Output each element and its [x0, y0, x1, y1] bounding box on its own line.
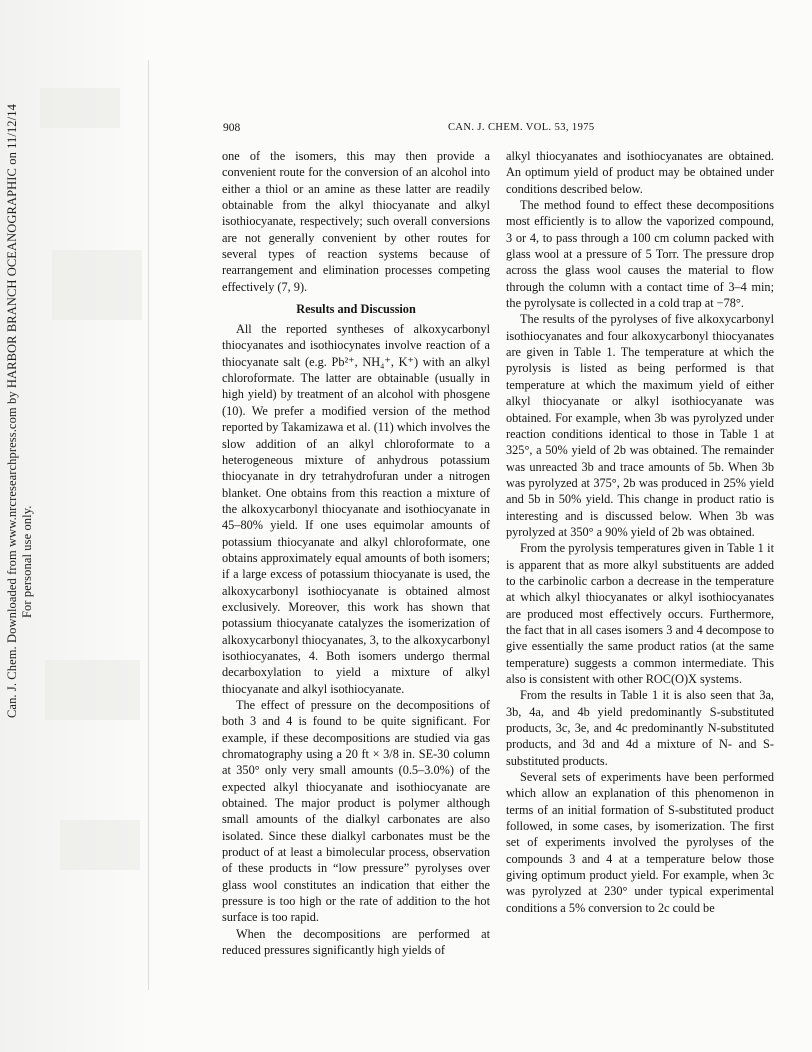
- paragraph: All the reported syntheses of alkoxycarbonyl thiocyanates and isothiocynates involve reaction of a thiocyanate salt (e.g. Pb²⁺, NH₄⁺, K⁺) with an alkyl chloroformate. The latter are obtainable (usually in high yield) by treatment of an alcohol with phosgene (10). We prefer a modified version of the method reported by Takamizawa et al. (11) which involves the slow addition of an alkyl chloroformate to a heterogeneous mixture of anhydrous potassium thiocyanate in dry tetrahydrofuran under a nitrogen blanket. One obtains from this reaction a mixture of the alkoxycarbonyl thiocyanate and isothiocyanate in 45–80% yield. If one uses equimolar amounts of potassium thiocyanate and alkyl chloroformate, one obtains approximately equal amounts of both isomers; if a large excess of potassium thiocyanate is used, the alkoxycarbonyl isothiocyanate is obtained almost exclusively. Moreover, this work has shown that potassium thiocyanate catalyzes the isomerization of alkoxycarbonyl thiocyanates, 3, to the alkoxycarbonyl isothiocyanates, 4. Both isomers undergo thermal decarboxylation to yield a mixture of alkyl thiocyanate and alkyl isothiocyanate.: [222, 322, 490, 696]
- left-column: [222, 148, 490, 959]
- paragraph: one of the isomers, this may then provide a convenient route for the conversion of an alcohol into either a thiol or an amine as these latter are readily obtainable from the alkyl thiocyanate and alkyl isothiocyanate, respectively; such overall conversions are not generally convenient by other routes for several types of reaction systems because of rearrangement and elimination processes competing effectively (7, 9).: [222, 149, 490, 294]
- scan-smudge: [45, 660, 140, 720]
- paragraph: Several sets of experiments have been performed which allow an explanation of this phenomenon in terms of an initial formation of S-substituted product followed, in some cases, by isomerization. The first set of experiments involved the pyrolyses of the compounds 3 and 4 at a temperature below those giving optimum product yield. For example, when 3c was pyrolyzed at 230° under typical experimental conditions a 5% conversion to 2c could be: [506, 770, 774, 915]
- personal-use-notice: For personal use only.: [20, 505, 34, 618]
- paragraph: From the pyrolysis temperatures given in Table 1 it is apparent that as more alkyl substituents are added to the carbinolic carbon a decrease in the temperature at which alkyl thiocyanates or alkyl isothiocyanates are produced most effectively occurs. Furthermore, the fact that in all cases isomers 3 and 4 decompose to give essentially the same product ratios (at the same temperature) suggests a common intermediate. This also is consistent with other ROC(O)X systems.: [506, 541, 774, 686]
- page-number: 908: [223, 122, 241, 134]
- paragraph: The results of the pyrolyses of five alkoxycarbonyl isothiocyanates and four alkoxycarbonyl thiocyanates are given in Table 1. The temperature at which the pyrolysis is listed as being performed is that temperature at which the maximum yield of either alkyl thiocyanate or alkyl isothiocyanate was obtained. For example, when 3b was pyrolyzed under reaction conditions identical to those in Table 1 at 325°, a 50% yield of 2b was obtained. The remainder was unreacted 3b and trace amounts of 5b. When 3b was pyrolyzed at 375°, 2b was produced in 25% yield and 5b in 50% yield. This change in product ratio is interesting and is discussed below. When 3b was pyrolyzed at 350° a 90% yield of 2b was obtained.: [506, 312, 774, 539]
- paragraph: alkyl thiocyanates and isothiocyanates are obtained. An optimum yield of product may be obtained under conditions described below.: [506, 149, 774, 196]
- paragraph: The method found to effect these decompositions most efficiently is to allow the vaporized compound, 3 or 4, to pass through a 100 cm column packed with glass wool at a pressure of 5 Torr. The pressure drop across the glass wool causes the material to flow through the column with a contact time of 3–4 min; the pyrolysate is collected in a cold trap at −78°.: [506, 198, 774, 311]
- scan-smudge: [60, 820, 140, 870]
- right-column: [506, 148, 774, 916]
- paragraph: The effect of pressure on the decompositions of both 3 and 4 is found to be quite significant. For example, if these decompositions are studied via gas chromatography using a 20 ft × 3/8 in. SE-30 column at 350° only very small amounts (0.5–3.0%) of the expected alkyl thiocyanate and isothiocyanate are obtained. The major product is polymer although small amounts of the dialkyl carbonates are also isolated. Since these dialkyl carbonates must be the product of at least a bimolecular process, observation of these products in “low pressure” pyrolyses over glass wool constitutes an indication that either the pressure is too high or the rate of addition to the hot surface is too rapid.: [222, 698, 490, 925]
- paragraph: When the decompositions are performed at reduced pressures significantly high yields of: [222, 926, 490, 958]
- download-watermark: Can. J. Chem. Downloaded from www.nrcresearchpress.com by HARBOR BRANCH OCEANOGRAPHIC on 11/12/14: [5, 104, 19, 718]
- paragraph: From the results in Table 1 it is also seen that 3a, 3b, 4a, and 4b yield predominantly S-substituted products, 3c, 3e, and 4c predominantly N-substituted products, and 3d and 4d a mixture of N- and S-substituted products.: [506, 688, 774, 768]
- journal-citation: CAN. J. CHEM. VOL. 53, 1975: [448, 122, 595, 133]
- section-heading: Results and Discussion: [296, 302, 416, 317]
- scan-fold-line: [148, 60, 149, 990]
- scan-smudge: [52, 250, 142, 320]
- running-header: [223, 122, 753, 138]
- scan-smudge: [40, 88, 120, 128]
